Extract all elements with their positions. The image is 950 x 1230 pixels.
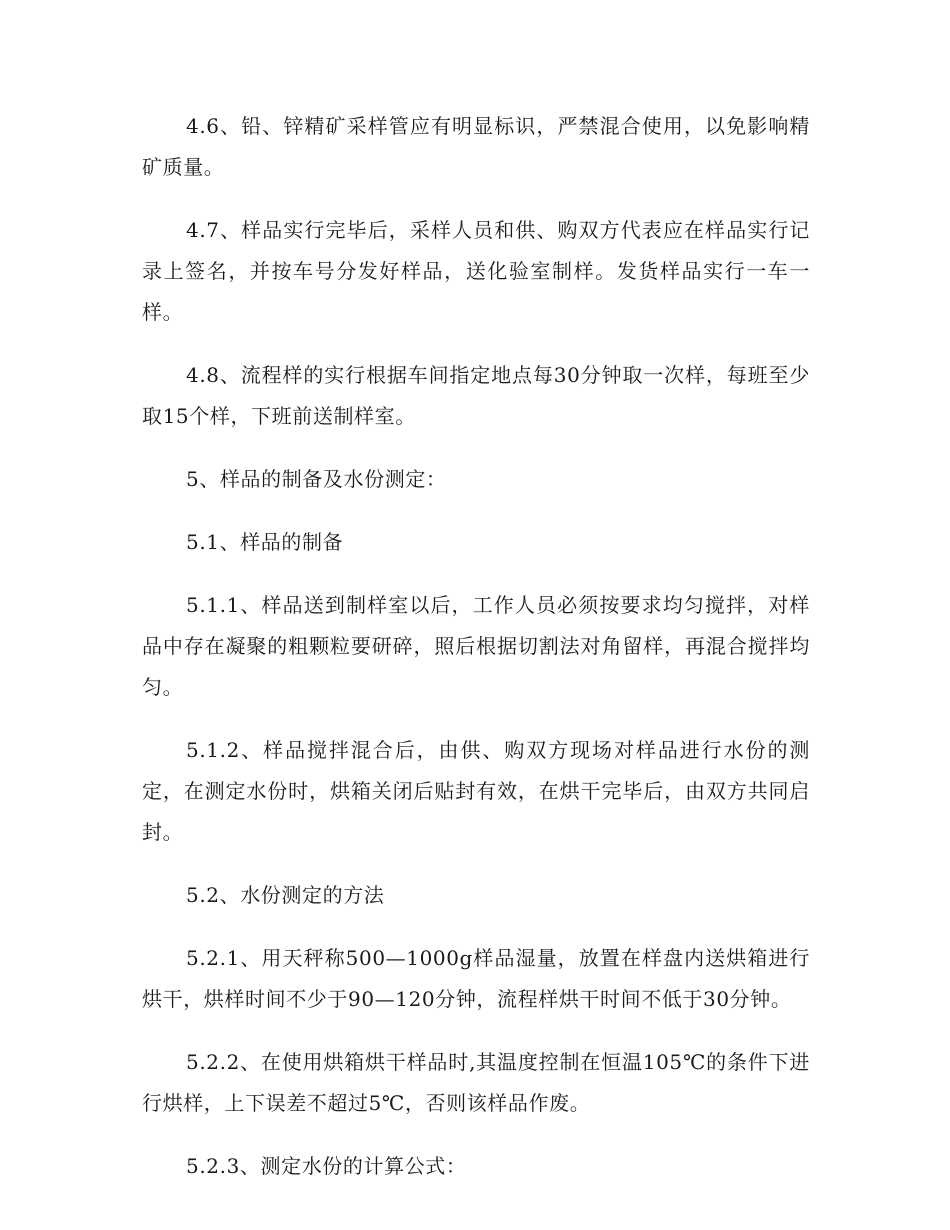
paragraph-5-2-2: 5.2.2、在使用烘箱烘干样品时,其温度控制在恒温105℃的条件下进行烘样，上下误差不超过5℃，否则该样品作废。 [142, 1050, 810, 1115]
section-heading-5-2: 5.2、水份测定的方法 [186, 883, 385, 907]
section-heading-5: 5、样品的制备及水份测定： [186, 467, 447, 491]
paragraph-5-2-3: 5.2.3、测定水份的计算公式： [186, 1154, 467, 1178]
paragraph-4-8: 4.8、流程样的实行根据车间指定地点每30分钟取一次样，每班至少取15个样，下班前送制样室。 [142, 363, 810, 428]
paragraph-5-1-2: 5.1.2、样品搅拌混合后，由供、购双方现场对样品进行水份的测定，在测定水份时，烘箱关闭后贴封有效，在烘干完毕后，由双方共同启封。 [142, 738, 810, 844]
document-body [142, 106, 810, 1209]
section-heading-5-1: 5.1、样品的制备 [186, 530, 344, 554]
paragraph-5-1-1: 5.1.1、样品送到制样室以后，工作人员必须按要求均匀搅拌，对样品中存在凝聚的粗颗粒要研碎，照后根据切割法对角留样，再混合搅拌均匀。 [142, 593, 810, 699]
paragraph-4-7: 4.7、样品实行完毕后，采样人员和供、购双方代表应在样品实行记录上签名，并按车号分发好样品，送化验室制样。发货样品实行一车一样。 [142, 218, 810, 324]
paragraph-4-6: 4.6、铅、锌精矿采样管应有明显标识，严禁混合使用，以免影响精矿质量。 [142, 114, 810, 179]
paragraph-5-2-1: 5.2.1、用天秤称500—1000g样品湿量，放置在样盘内送烘箱进行烘干，烘样时间不少于90—120分钟，流程样烘干时间不低于30分钟。 [142, 946, 810, 1011]
